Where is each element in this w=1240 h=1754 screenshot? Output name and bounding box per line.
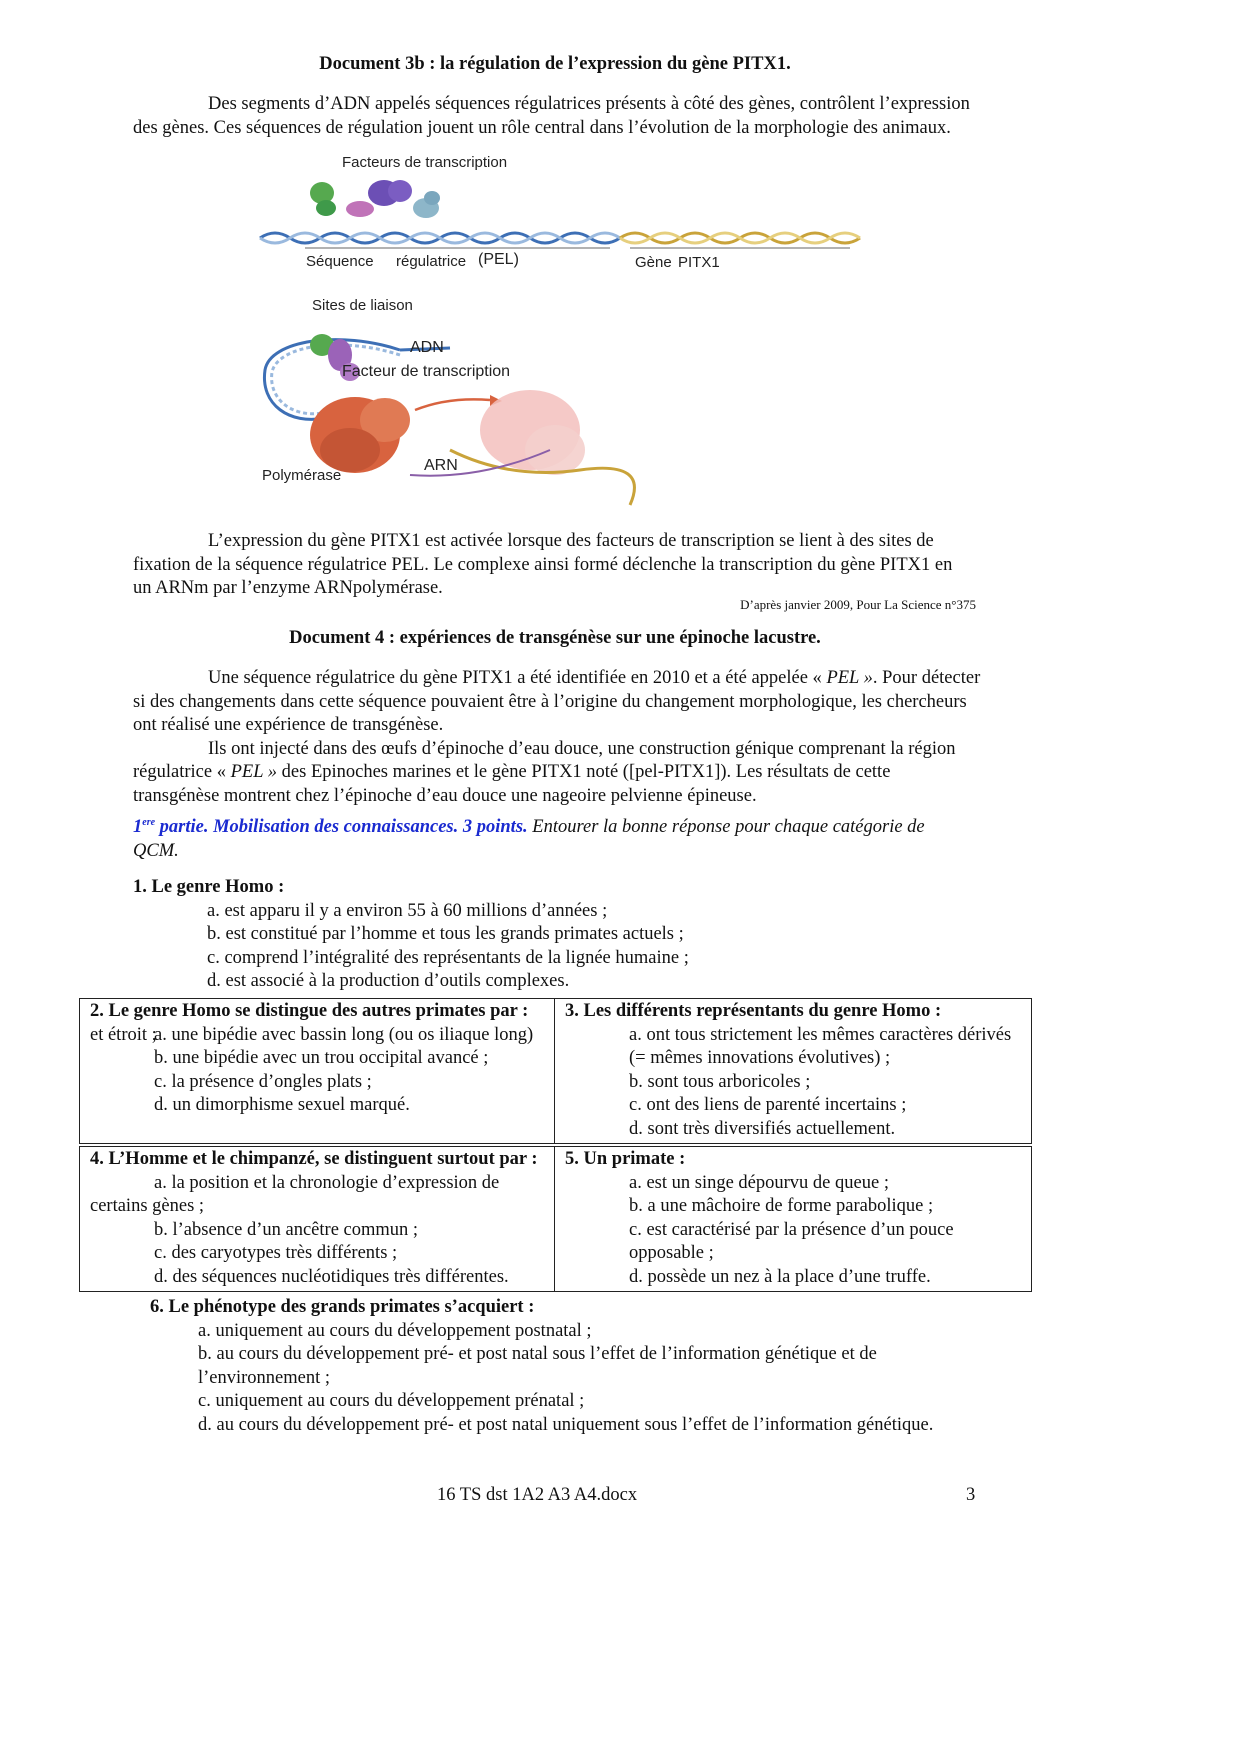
question-title: 1. Le genre Homo : (133, 877, 285, 897)
question-title: 4. L’Homme et le chimpanzé, se distinguent surtout par : (90, 1149, 538, 1169)
footer-filename: 16 TS dst 1A2 A3 A4.docx (437, 1485, 638, 1505)
question-4 (80, 1147, 555, 1292)
question-5 (555, 1147, 1032, 1292)
figure-label-arn: ARN (424, 457, 458, 474)
option-c[interactable]: c. des caryotypes très différents ; (154, 1243, 398, 1264)
doc4-title: Document 4 : expériences de transgénèse sur une épinoche lacustre. (289, 628, 821, 648)
doc4-pel: PEL » (230, 762, 278, 783)
arrow-direction (415, 399, 490, 410)
polymerase-shape (310, 397, 410, 473)
part1-label: partie. Mobilisation des connaissances. 3 points. (155, 817, 528, 837)
doc4-line (133, 761, 1023, 785)
doc4-line: Ils ont injecté dans des œufs d’épinoche d’eau douce, une construction génique comprenant la région (208, 738, 956, 759)
footer-page-number: 3 (966, 1485, 976, 1505)
part1-line (133, 816, 1013, 840)
figure-label-factors: Facteurs de transcription (342, 154, 508, 171)
option-a[interactable]: a. une bipédie avec bassin long (ou os iliaque long) (154, 1024, 534, 1045)
option-d[interactable]: d. sont très diversifiés actuellement. (629, 1118, 896, 1139)
question-options (90, 1219, 544, 1290)
figure-label-adn: ADN (410, 339, 444, 356)
figure-label-sequence: Séquence (306, 253, 374, 270)
question-options (133, 900, 1033, 994)
doc3b-intro (133, 93, 1013, 140)
doc3b-body-line: L’expression du gène PITX1 est activée lorsque des facteurs de transcription se lient à des sites de (208, 531, 934, 551)
figure-label-regulatrice: régulatrice (396, 253, 467, 270)
option-c[interactable]: c. ont des liens de parenté incertains ; (629, 1095, 907, 1116)
option-a[interactable]: a. est un singe dépourvu de queue ; (629, 1172, 889, 1193)
question-options (150, 1320, 1050, 1438)
option-a[interactable]: a. uniquement au cours du développement postnatal ; (198, 1320, 592, 1341)
doc3b-source: D’après janvier 2009, Pour La Science n°375 (740, 597, 976, 612)
qcm-table-4-5 (79, 1146, 1032, 1292)
question-1 (133, 876, 1033, 994)
doc4-line: si des changements dans cette séquence pouvaient être à l’origine du changement morphologique, les chercheurs (133, 691, 967, 712)
question-options (565, 1024, 1021, 1142)
question-options (90, 1047, 544, 1118)
figure-label-pitx1: PITX1 (678, 254, 720, 271)
part1-num: 1 (133, 817, 143, 837)
doc3b-body-line: fixation de la séquence régulatrice PEL. Le complexe ainsi formé déclenche la transcription du gène PITX1 en (133, 554, 953, 575)
option-a[interactable]: a. est apparu il y a environ 55 à 60 millions d’années ; (207, 900, 608, 921)
question-options (565, 1172, 1021, 1290)
question-title: 3. Les différents représentants du genre Homo : (565, 1001, 942, 1021)
question-title: 2. Le genre Homo se distingue des autres primates par : (90, 1001, 529, 1021)
option-b[interactable]: b. une bipédie avec un trou occipital avancé ; (154, 1048, 489, 1069)
figure-label-sites: Sites de liaison (312, 297, 413, 314)
option-d[interactable]: d. possède un nez à la place d’une truffe. (629, 1266, 931, 1287)
question-options (90, 1024, 544, 1048)
question-6 (150, 1296, 1050, 1438)
option-b[interactable]: b. sont tous arboricoles ; (629, 1071, 811, 1092)
figure-label-pel: (PEL) (478, 251, 519, 268)
question-title: 6. Le phénotype des grands primates s’acquiert : (150, 1297, 535, 1317)
figure-label-gene: Gène (635, 254, 672, 271)
option-c[interactable]: c. la présence d’ongles plats ; (154, 1071, 372, 1092)
doc4-line: transgénèse montrent chez l’épinoche d’eau douce une nageoire pelvienne épineuse. (133, 785, 757, 806)
option-c-continuation[interactable]: opposable ; (629, 1243, 714, 1264)
option-d[interactable]: d. un dimorphisme sexuel marqué. (154, 1095, 410, 1116)
option-c[interactable]: c. est caractérisé par la présence d’un pouce (629, 1219, 954, 1240)
doc3b-body-line: un ARNm par l’enzyme ARNpolymérase. (133, 578, 443, 599)
doc4-text: des Epinoches marines et le gène PITX1 noté ([pel-PITX1]). Les résultats de cette (277, 762, 891, 783)
part1-sup: ere (142, 816, 156, 828)
option-d[interactable]: d. est associé à la production d’outils complexes. (207, 971, 570, 992)
option-d[interactable]: d. des séquences nucléotidiques très différentes. (154, 1266, 509, 1287)
doc4-line (133, 667, 1023, 691)
transcription-factors-blobs (310, 180, 440, 218)
question-options (90, 1172, 544, 1196)
option-b[interactable]: b. est constitué par l’homme et tous les grands primates actuels ; (207, 924, 684, 945)
option-a-continuation[interactable]: certains gènes ; (90, 1196, 205, 1217)
part1-header (133, 816, 1013, 863)
polymerase-ghost (480, 390, 585, 475)
doc4-body (133, 667, 1023, 809)
option-a-continuation[interactable]: (= mêmes innovations évolutives) ; (629, 1048, 891, 1069)
doc4-text: régulatrice « (133, 762, 231, 783)
doc4-text: Une séquence régulatrice du gène PITX1 a été identifiée en 2010 et a été appelée « (208, 668, 827, 688)
doc3b-intro-line: des gènes. Ces séquences de régulation jouent un rôle central dans l’évolution de la morphologie des animaux. (133, 117, 951, 138)
option-a-continuation-text: et étroit ; (90, 1024, 157, 1045)
transcription-figure (250, 150, 870, 520)
option-b-continuation[interactable]: l’environnement ; (198, 1367, 331, 1388)
figure-label-polymerase: Polymérase (262, 467, 342, 484)
qcm-table-2-3 (79, 998, 1032, 1144)
doc3b-body (133, 530, 1013, 601)
dna-helix-gene (620, 233, 860, 243)
doc4-text: . Pour détecter (872, 668, 981, 688)
option-d[interactable]: d. au cours du développement pré- et post natal uniquement sous l’effet de l’information génétique. (198, 1414, 934, 1435)
doc4-pel: PEL » (826, 668, 873, 688)
question-2 (80, 999, 555, 1144)
option-c[interactable]: c. comprend l’intégralité des représentants de la lignée humaine ; (207, 947, 689, 968)
part1-instruction: Entourer la bonne réponse pour chaque catégorie de (527, 817, 925, 837)
figure-label-facteur: Facteur de transcription (342, 363, 511, 380)
doc3b-title: Document 3b : la régulation de l’expression du gène PITX1. (319, 54, 791, 74)
dna-helix-regulatory (260, 233, 620, 243)
doc4-line: ont réalisé une expérience de transgénèse. (133, 715, 444, 736)
option-a[interactable]: a. ont tous strictement les mêmes caractères dérivés (629, 1024, 1012, 1045)
option-b[interactable]: b. au cours du développement pré- et post natal sous l’effet de l’information génétique et de (198, 1344, 877, 1365)
question-3 (555, 999, 1032, 1144)
option-c[interactable]: c. uniquement au cours du développement prénatal ; (198, 1391, 585, 1412)
doc3b-intro-line: Des segments d’ADN appelés séquences régulatrices présents à côté des gènes, contrôlent l’expression (208, 94, 970, 114)
option-b[interactable]: b. l’absence d’un ancêtre commun ; (154, 1219, 419, 1240)
question-title: 5. Un primate : (565, 1149, 686, 1169)
option-a[interactable]: a. la position et la chronologie d’expression de (154, 1172, 500, 1193)
part1-line: QCM. (133, 840, 179, 861)
option-b[interactable]: b. a une mâchoire de forme parabolique ; (629, 1196, 934, 1217)
